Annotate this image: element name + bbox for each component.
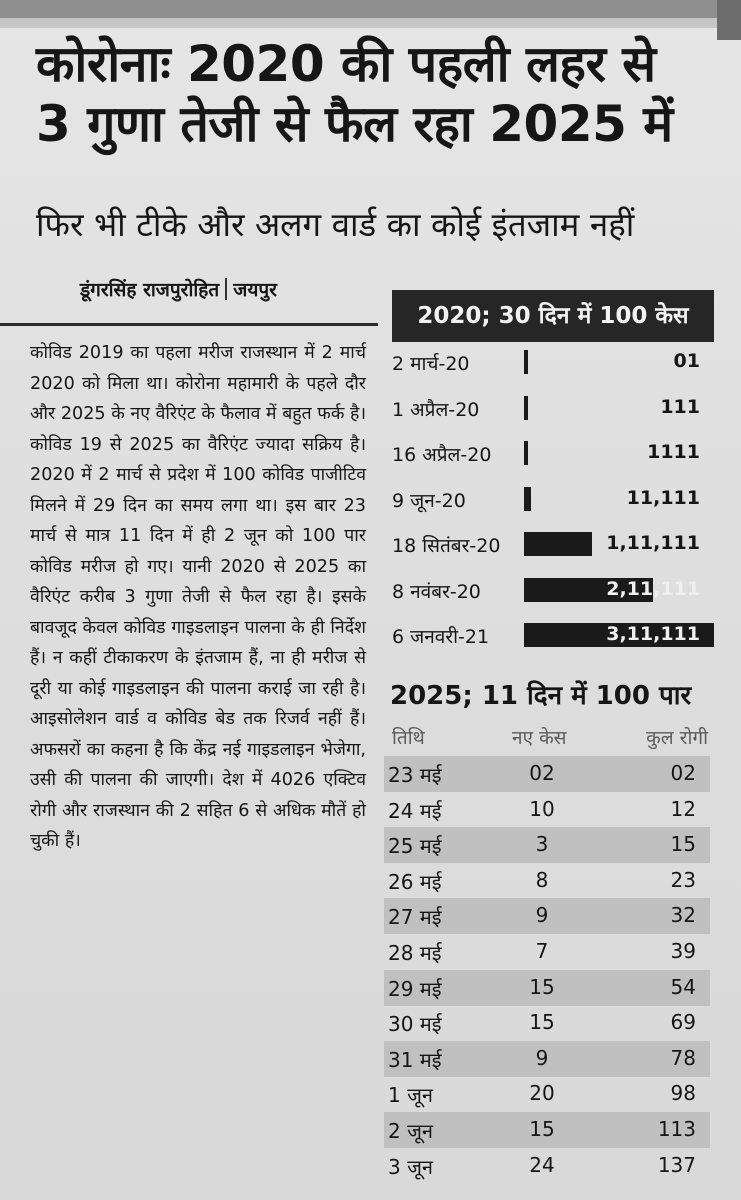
table-row xyxy=(384,863,710,899)
byline-author: डूंगरसिंह राजपुरोहित xyxy=(80,279,220,301)
cell-total-patients: 23 xyxy=(670,867,696,892)
corner-shadow xyxy=(717,0,741,40)
chart-date-label: 2 मार्च-20 xyxy=(392,353,470,375)
cell-total-patients: 69 xyxy=(670,1010,696,1035)
chart-row xyxy=(392,615,722,659)
cell-date: 31 मई xyxy=(388,1047,442,1072)
cell-new-cases: 15 xyxy=(529,1010,555,1035)
table-row xyxy=(384,1112,710,1148)
cell-total-patients: 78 xyxy=(670,1045,696,1070)
byline xyxy=(80,276,277,302)
chart-row xyxy=(392,570,722,614)
chart-bar xyxy=(524,441,528,465)
headline-line-1: कोरोनाः 2020 की पहली लहर से xyxy=(36,35,656,93)
top-shadow-light xyxy=(0,18,741,28)
cell-new-cases: 15 xyxy=(529,1117,555,1141)
chart-row xyxy=(392,524,722,568)
table-row xyxy=(384,1005,710,1041)
table-row xyxy=(384,827,710,863)
chart-value-label: 1111 xyxy=(647,441,700,463)
cell-date: 1 जून xyxy=(388,1083,434,1108)
chart-row xyxy=(392,342,722,386)
chart-row xyxy=(392,433,722,477)
cell-new-cases: 24 xyxy=(529,1152,555,1177)
chart-date-label: 16 अप्रैल-20 xyxy=(392,444,492,466)
cell-new-cases: 3 xyxy=(535,832,549,857)
headline xyxy=(36,34,716,154)
cell-date: 28 मई xyxy=(388,941,442,965)
table-2025-header xyxy=(392,720,712,754)
chart-bar xyxy=(524,532,592,556)
cell-date: 25 मई xyxy=(388,834,442,859)
cell-new-cases: 15 xyxy=(529,974,555,999)
subheadline: फिर भी टीके और अलग वार्ड का कोई इंतजाम नहीं xyxy=(36,205,635,244)
cell-total-patients: 137 xyxy=(657,1152,696,1177)
byline-separator xyxy=(225,278,227,300)
cell-total-patients: 15 xyxy=(670,832,696,857)
cell-new-cases: 9 xyxy=(535,903,549,928)
cell-date: 23 मई xyxy=(388,763,442,787)
cell-total-patients: 32 xyxy=(670,903,696,928)
chart-date-label: 8 नवंबर-20 xyxy=(392,580,481,603)
chart-bar xyxy=(524,350,528,374)
chart-date-label: 6 जनवरी-21 xyxy=(392,626,490,648)
headline-line-2: 3 गुणा तेजी से फैल रहा 2025 में xyxy=(36,95,673,153)
table-row xyxy=(384,1041,710,1077)
table-2025-title: 2025; 11 दिन में 100 पार xyxy=(390,681,692,711)
table-row xyxy=(384,934,710,970)
cell-date: 30 मई xyxy=(388,1012,442,1037)
cell-total-patients: 54 xyxy=(670,974,696,999)
table-row xyxy=(384,1148,710,1184)
cell-date: 2 जून xyxy=(388,1119,434,1143)
chart-date-label: 1 अप्रैल-20 xyxy=(392,398,480,421)
cell-new-cases: 8 xyxy=(535,867,549,892)
chart-value-label: 3,11,111 xyxy=(606,623,700,645)
article-body: कोविड 2019 का पहला मरीज राजस्थान में 2 मार्च 2020 को मिला था। कोरोना महामारी के पहले दौर और 2025 के नए वैरिएंट के फैलाव में बहुत फर्क है। कोविड 19 से 2025 का वैरिएंट ज्यादा सक्रिय है। 2020 में 2 मार्च से प्रदेश में 100 कोविड पाजीटिव मिलने में 29 दिन का समय लगा था। इस बार 23 मार्च से मात्र 11 दिन में ही 2 जून को 100 पार कोविड मरीज हो गए। यानी 2020 से 2025 का वैरिएंट करीब 3 गुणा तेजी से फैल रहा है। इसके बावजूद केवल कोविड गाइडलाइन पालना के ही निर्देश हैं। न कहीं टीकाकरण के इंतजाम हैं, ना ही मरीज से दूरी या कोई गाइडलाइन की पालना कराई जा रही है। आइसोलेशन वार्ड व कोविड बेड तक रिजर्व नहीं हैं। अफसरों का कहना है कि केंद्र नई गाइडलाइन भेजेगा, उसी की पालना की जाएगी। देश में 4026 एक्टिव रोगी और राजस्थान की 2 सहित 6 से अधिक मौतें हो चुकी हैं। xyxy=(30,343,366,851)
cell-total-patients: 02 xyxy=(670,761,696,785)
cell-new-cases: 9 xyxy=(535,1045,549,1070)
chart-value-label: 11,111 xyxy=(626,486,700,509)
chart-bar xyxy=(524,487,531,511)
cell-total-patients: 113 xyxy=(657,1117,696,1141)
chart-value-label: 111 xyxy=(660,395,700,418)
cell-date: 27 मई xyxy=(388,905,442,930)
chart-date-label: 9 जून-20 xyxy=(392,489,466,512)
header-new-cases: नए केस xyxy=(512,727,567,749)
cell-total-patients: 98 xyxy=(670,1081,696,1106)
chart-bar xyxy=(524,396,528,420)
top-shadow xyxy=(0,0,741,18)
table-row xyxy=(384,792,710,828)
chart-value-label: 01 xyxy=(673,350,700,372)
chart-row xyxy=(392,388,722,432)
chart-value-label: 1,11,111 xyxy=(606,532,700,554)
cell-new-cases: 20 xyxy=(529,1081,555,1106)
table-row xyxy=(384,970,710,1006)
cell-date: 24 मई xyxy=(388,798,442,823)
table-row xyxy=(384,898,710,934)
header-date: तिथि xyxy=(392,727,425,749)
cell-date: 3 जून xyxy=(388,1154,434,1179)
cell-new-cases: 10 xyxy=(529,796,555,821)
byline-place: जयपुर xyxy=(233,279,277,301)
cell-total-patients: 39 xyxy=(670,939,696,963)
chart-date-label: 18 सितंबर-20 xyxy=(392,535,501,557)
cell-new-cases: 7 xyxy=(535,939,549,963)
cell-date: 26 मई xyxy=(388,869,442,894)
chart-value-label: 2,11,111 xyxy=(606,577,700,600)
table-row xyxy=(384,756,710,792)
chart-row xyxy=(392,479,722,523)
cell-total-patients: 12 xyxy=(670,796,696,821)
cell-date: 29 मई xyxy=(388,976,442,1001)
table-row xyxy=(384,1076,710,1112)
chart-2020-title: 2020; 30 दिन में 100 केस xyxy=(392,290,714,342)
cell-new-cases: 02 xyxy=(529,761,555,785)
byline-rule xyxy=(0,323,378,326)
header-total-patients: कुल रोगी xyxy=(646,727,708,749)
